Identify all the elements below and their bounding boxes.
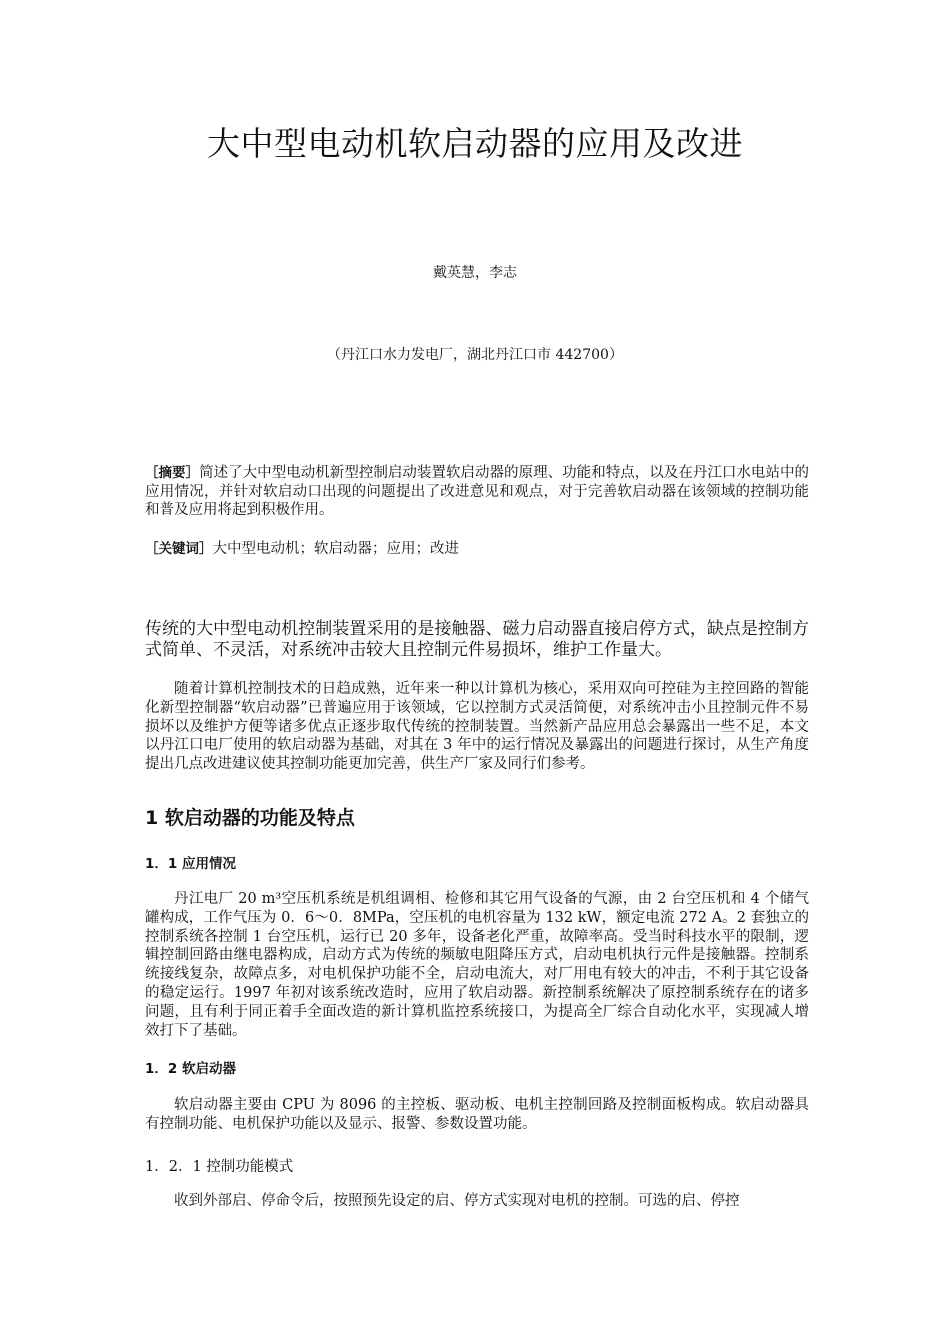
- abstract-text: 简述了大中型电动机新型控制启动装置软启动器的原理、功能和特点，以及在丹江口水电站中的应用情况，并针对软启动口出现的问题提出了改进意见和观点，对于完善软启动器在该领域的控制功能和普及应用将起到积极作用。: [145, 465, 810, 518]
- keywords-label: ［关键词］: [145, 541, 213, 557]
- section-heading-1: 1 软启动器的功能及特点: [145, 807, 355, 829]
- abstract-label: ［摘要］: [145, 465, 200, 481]
- paper-title: 大中型电动机软启动器的应用及改进: [207, 124, 743, 163]
- author-line: 戴英慧，李志: [433, 265, 517, 281]
- subsection-heading-1-1: 1．1 应用情况: [145, 856, 236, 872]
- abstract: [145, 464, 809, 520]
- subsubsection-heading-1-2-1: 1．2．1 控制功能模式: [145, 1159, 294, 1175]
- body-paragraph-3: 软启动器主要由 CPU 为 8096 的主控板、驱动板、电机主控制回路及控制面板构成。软启动器具有控制功能、电机保护功能以及显示、报警、参数设置功能。: [145, 1097, 809, 1132]
- intro-paragraph: 传统的大中型电动机控制装置采用的是接触器、磁力启动器直接启停方式，缺点是控制方式简单、不灵活，对系统冲击较大且控制元件易损坏，维护工作量大。: [145, 619, 809, 660]
- affiliation-line: （丹江口水力发电厂，湖北丹江口市 442700）: [327, 347, 623, 363]
- body-paragraph-2: 丹江电厂 20 m³空压机系统是机组调相、检修和其它用气设备的气源，由 2 台空压机和 4 个储气罐构成，工作气压为 0．6～0．8MPa，空压机的电机容量为 132 kW，额定电流 272 A。2 套独立的控制系统各控制 1 台空压机，运行已 20 多年，设备老化严重，故障率高。受当时科技水平的限制，逻辑控制回路由继电器构成，启动方式为传统的频敏电阻降压方式，启动电机执行元件是接触器。控制系统接线复杂，故障点多，对电机保护功能不全，启动电流大，对厂用电有较大的冲击，不利于其它设备的稳定运行。1997 年初对该系统改造时，应用了软启动器。新控制系统解决了原控制系统存在的诸多问题，且有利于同正着手全面改造的新计算机监控系统接口，为提高全厂综合自动化水平，实现减人增效打下了基础。: [145, 891, 809, 1039]
- subsection-heading-1-2: 1．2 软启动器: [145, 1061, 236, 1077]
- keywords: [145, 540, 809, 558]
- body-paragraph-1: 随着计算机控制技术的日趋成熟，近年来一种以计算机为核心，采用双向可控硅为主控回路的智能化新型控制器“软启动器”已普遍应用于该领域，它以控制方式灵活简便，对系统冲击小且控制元件不易损坏以及维护方便等诸多优点正逐步取代传统的控制装置。当然新产品应用总会暴露出一些不足，本文以丹江口电厂使用的软启动器为基础，对其在 3 年中的运行情况及暴露出的问题进行探讨，从生产角度提出几点改进建议使其控制功能更加完善，供生产厂家及同行们参考。: [145, 681, 809, 773]
- body-paragraph-4: 收到外部启、停命令后，按照预先设定的启、停方式实现对电机的控制。可选的启、停控: [174, 1193, 740, 1209]
- keywords-text: 大中型电动机；软启动器；应用；改进: [212, 541, 459, 557]
